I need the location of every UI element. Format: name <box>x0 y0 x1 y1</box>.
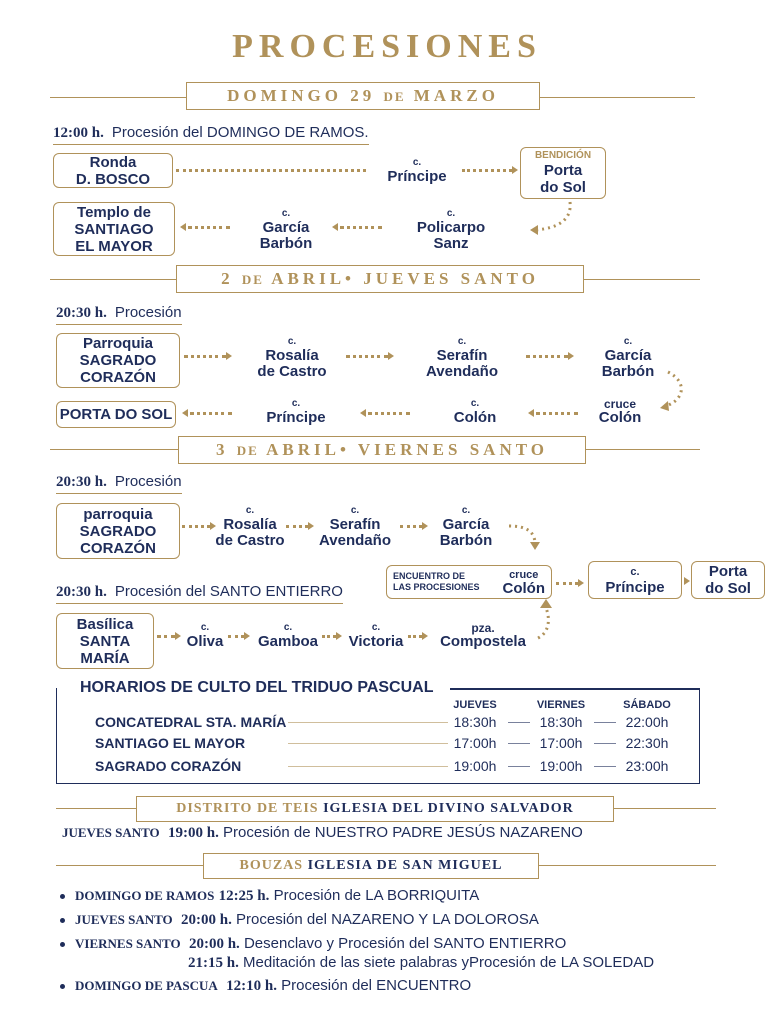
row-rule <box>288 743 448 744</box>
route-dots <box>526 355 568 358</box>
curve-arrow <box>505 518 545 552</box>
row-rule <box>288 722 448 723</box>
time-line-1: 12:00 h. Procesión del DOMINGO DE RAMOS. <box>53 124 369 142</box>
arrow-right <box>175 632 181 640</box>
arrow-right <box>308 522 314 530</box>
route-dots <box>536 412 578 415</box>
arrow-left <box>182 409 188 417</box>
horarios-cell: 17:00h <box>453 735 497 751</box>
horarios-row-name: SANTIAGO EL MAYOR <box>95 735 246 751</box>
curve-arrow <box>528 198 578 238</box>
route-start-sagrado-corazon: Parroquia SAGRADO CORAZÓN <box>56 333 180 388</box>
bullet-icon <box>60 984 65 989</box>
dash <box>508 743 530 744</box>
route-porta-do-sol: Porta do Sol <box>691 561 765 599</box>
route-start-ronda: Ronda D. BOSCO <box>53 153 173 188</box>
time-line-3: 20:30 h. Procesión <box>56 473 182 491</box>
route-encuentro-cruce-colon: ENCUENTRO DE LAS PROCESIONES cruce Colón <box>386 565 552 599</box>
stop-rosalia-de-castro: c. Rosalía de Castro <box>215 505 285 549</box>
route-principe: c. Príncipe <box>588 561 682 599</box>
banner-3-abril-viernes-santo: 3 DE ABRIL• VIERNES SANTO <box>178 436 586 464</box>
stop-garcia-barbon: c. García Barbón <box>601 336 655 380</box>
dash <box>594 766 616 767</box>
route-dots <box>408 635 422 638</box>
stop-pza-compostela: pza. Compostela <box>440 621 526 650</box>
route-dots <box>188 226 230 229</box>
stop-cruce-colon: cruce Colón <box>598 397 642 426</box>
arrow-right <box>568 352 574 360</box>
bouzas-item: DOMINGO DE PASCUA 12:10 h. Procesión del ENCUENTRO <box>60 977 471 995</box>
arrow-left <box>360 409 366 417</box>
route-dots <box>368 412 410 415</box>
stop-policarpo-sanz: c. Policarpo Sanz <box>416 208 486 252</box>
route-dots <box>340 226 382 229</box>
route-porta-do-sol: BENDICIÓN Porta do Sol <box>520 147 606 199</box>
route-dots <box>182 525 210 528</box>
arrow-right <box>244 632 250 640</box>
divider <box>450 688 700 690</box>
stop-serafin-avendano: c. Serafín Avendaño <box>319 505 391 549</box>
banner-teis: DISTRITO DE TEIS IGLESIA DEL DIVINO SALVADOR <box>136 796 614 822</box>
bouzas-item: 21:15 h. Meditación de las siete palabras yProcesión de LA SOLEDAD <box>188 954 655 971</box>
horarios-cell: 19:00h <box>453 758 497 774</box>
stop-serafin-avendano: c. Serafín Avendaño <box>426 336 498 380</box>
dash <box>594 722 616 723</box>
stop-colon: c. Colón <box>453 398 497 426</box>
arrow-right <box>512 166 518 174</box>
horarios-row-name: SAGRADO CORAZÓN <box>95 758 242 774</box>
route-dots <box>157 635 175 638</box>
arrow-right <box>422 522 428 530</box>
horarios-cell: 18:30h <box>453 714 497 730</box>
arrow-right <box>578 579 584 587</box>
arrow-right <box>336 632 342 640</box>
horarios-cell: 22:00h <box>625 714 669 730</box>
stop-rosalia-de-castro: c. Rosalía de Castro <box>257 336 327 380</box>
stop-gamboa: c. Gamboa <box>257 622 319 650</box>
curve-arrow <box>650 368 690 413</box>
dash <box>508 722 530 723</box>
route-end-santiago: Templo de SANTIAGO EL MAYOR <box>53 202 175 256</box>
time-line-4: 20:30 h. Procesión del SANTO ENTIERRO <box>56 583 343 601</box>
bullet-icon <box>60 942 65 947</box>
horarios-cell: 22:30h <box>625 735 669 751</box>
col-header-viernes: VIERNES <box>536 699 586 711</box>
horarios-title: HORARIOS DE CULTO DEL TRIDUO PASCUAL <box>76 679 438 697</box>
arrow-left <box>528 409 534 417</box>
banner-bouzas: BOUZAS IGLESIA DE SAN MIGUEL <box>203 853 539 879</box>
stop-garcia-barbon: c. García Barbón <box>259 208 313 252</box>
route-dots <box>176 169 366 172</box>
bullet-icon <box>60 918 65 923</box>
horarios-cell: 23:00h <box>625 758 669 774</box>
route-dots <box>228 635 244 638</box>
route-start-basilica-santa-maria: Basílica SANTA MARÍA <box>56 613 154 669</box>
page-title: PROCESIONES <box>232 28 542 65</box>
route-dots <box>286 525 308 528</box>
route-dots <box>556 582 578 585</box>
col-header-sabado: SÁBADO <box>623 699 671 711</box>
arrow-right <box>422 632 428 640</box>
stop-garcia-barbon: c. García Barbón <box>439 505 493 549</box>
arrow-right <box>226 352 232 360</box>
arrow-right <box>388 352 394 360</box>
stop-oliva: c. Oliva <box>186 622 224 650</box>
dash <box>508 766 530 767</box>
route-dots <box>462 169 512 172</box>
banner-2-abril-jueves-santo: 2 DE ABRIL• JUEVES SANTO <box>176 265 584 293</box>
stop-principe: c. Príncipe <box>387 157 447 185</box>
row-rule <box>288 766 448 767</box>
route-dots <box>322 635 336 638</box>
col-header-jueves: JUEVES <box>453 699 497 711</box>
route-end-porta-do-sol: PORTA DO SOL <box>56 401 176 428</box>
arrow-left <box>332 223 338 231</box>
bouzas-item: DOMINGO DE RAMOS 12:25 h. Procesión de LA BORRIQUITA <box>60 887 479 905</box>
stop-principe: c. Príncipe <box>266 398 326 426</box>
route-dots <box>400 525 422 528</box>
arrow-right <box>684 577 690 585</box>
route-dots <box>346 355 388 358</box>
horarios-cell: 18:30h <box>539 714 583 730</box>
bouzas-item: JUEVES SANTO 20:00 h. Procesión del NAZARENO Y LA DOLOROSA <box>60 911 539 929</box>
teis-line: JUEVES SANTO 19:00 h. Procesión de NUESTRO PADRE JESÚS NAZARENO <box>62 824 583 841</box>
route-start-parroquia-sagrado-corazon: parroquia SAGRADO CORAZÓN <box>56 503 180 559</box>
banner-domingo-29-marzo: DOMINGO 29 DE MARZO <box>186 82 540 110</box>
route-dots <box>190 412 232 415</box>
horarios-row-name: CONCATEDRAL STA. MARÍA <box>95 714 287 730</box>
bullet-icon <box>60 894 65 899</box>
dash <box>594 743 616 744</box>
horarios-cell: 17:00h <box>539 735 583 751</box>
bouzas-item: VIERNES SANTO 20:00 h. Desenclavo y Procesión del SANTO ENTIERRO <box>60 935 566 953</box>
horarios-cell: 19:00h <box>539 758 583 774</box>
stop-victoria: c. Victoria <box>348 622 404 650</box>
curve-arrow-up <box>532 598 562 642</box>
route-dots <box>184 355 226 358</box>
arrow-left <box>180 223 186 231</box>
time-line-2: 20:30 h. Procesión <box>56 304 182 322</box>
